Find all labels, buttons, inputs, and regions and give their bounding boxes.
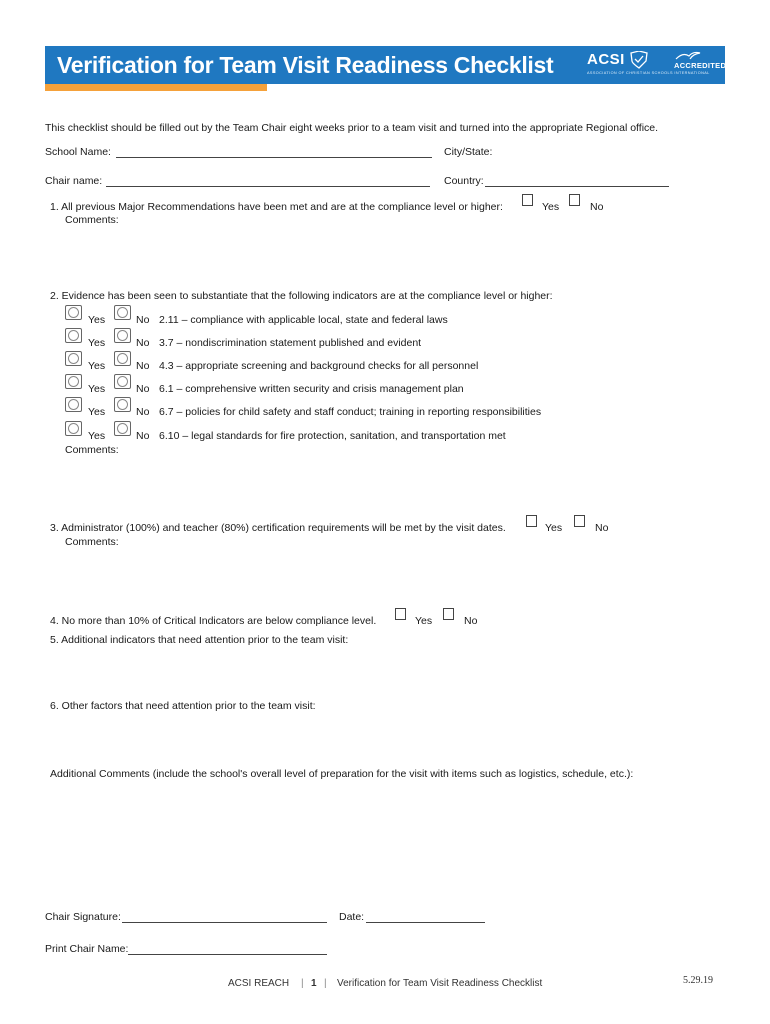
q2-indicator-6-no-label: No	[136, 430, 150, 442]
date-label: Date:	[339, 911, 365, 923]
intro-text: This checklist should be filled out by the Team Chair eight weeks prior to a team visit and turned into the appropriate Regional office.	[45, 122, 659, 134]
q3-no-label: No	[595, 522, 609, 534]
q2-comments-label: Comments:	[65, 444, 119, 456]
chair-signature-field[interactable]	[122, 922, 327, 923]
print-chair-name-field[interactable]	[128, 954, 327, 955]
q2-indicator-3-yes-label: Yes	[88, 360, 106, 372]
q1-yes-checkbox[interactable]	[522, 194, 533, 206]
chair-name-field[interactable]	[106, 186, 430, 187]
city-state-label: City/State:	[444, 146, 493, 158]
q2-indicator-4-no-checkbox[interactable]	[114, 374, 131, 389]
q2-indicator-3-no-checkbox[interactable]	[114, 351, 131, 366]
date-field[interactable]	[366, 922, 485, 923]
q2-indicator-1: 2.11 – compliance with applicable local, state and federal laws	[159, 314, 448, 326]
footer-divider-2: |	[324, 978, 327, 989]
page-title: Verification for Team Visit Readiness Checklist	[57, 52, 554, 78]
q2-indicator-6-yes-label: Yes	[88, 430, 106, 442]
q4-yes-checkbox[interactable]	[395, 608, 406, 620]
q3-yes-label: Yes	[545, 522, 563, 534]
header-banner	[45, 46, 725, 84]
q2-indicator-5-no-label: No	[136, 406, 150, 418]
question-1: 1. All previous Major Recommendations have been met and are at the compliance level or higher:	[50, 201, 503, 213]
q1-no-checkbox[interactable]	[569, 194, 580, 206]
chair-name-label: Chair name:	[45, 175, 103, 187]
shield-icon	[629, 51, 649, 69]
q2-indicator-2-no-label: No	[136, 337, 150, 349]
print-chair-name-label: Print Chair Name:	[45, 943, 129, 955]
q2-indicator-1-yes-label: Yes	[88, 314, 106, 326]
additional-comments-label: Additional Comments (include the school's overall level of preparation for the visit with items such as logistics, schedule, etc.):	[50, 768, 634, 780]
q2-indicator-2: 3.7 – nondiscrimination statement published and evident	[159, 337, 422, 349]
bird-icon	[675, 51, 701, 61]
question-5: 5. Additional indicators that need attention prior to the team visit:	[50, 634, 349, 646]
q2-indicator-5-yes-checkbox[interactable]	[65, 397, 82, 412]
question-4: 4. No more than 10% of Critical Indicators are below compliance level.	[50, 615, 377, 627]
q2-indicator-6-no-checkbox[interactable]	[114, 421, 131, 436]
acsi-logo	[587, 51, 727, 79]
footer-divider-1: |	[301, 978, 304, 989]
footer-version: 5.29.19	[683, 975, 713, 986]
footer-right: Verification for Team Visit Readiness Checklist	[337, 978, 543, 989]
accredited-badge: ACCREDITED	[674, 61, 727, 70]
logo-text: ACSI	[587, 51, 625, 68]
footer-left: ACSI REACH	[228, 978, 290, 989]
country-label: Country:	[444, 175, 484, 187]
q2-indicator-3-no-label: No	[136, 360, 150, 372]
q2-indicator-5: 6.7 – policies for child safety and staff conduct; training in reporting responsibilities	[159, 406, 542, 418]
q2-indicator-6-yes-checkbox[interactable]	[65, 421, 82, 436]
q3-yes-checkbox[interactable]	[526, 515, 537, 527]
q1-comments-label: Comments:	[65, 214, 119, 226]
q2-indicator-5-no-checkbox[interactable]	[114, 397, 131, 412]
q3-comments-label: Comments:	[65, 536, 119, 548]
q2-indicator-6: 6.10 – legal standards for fire protection, sanitation, and transportation met	[159, 430, 506, 442]
q2-indicator-4-yes-label: Yes	[88, 383, 106, 395]
q4-no-label: No	[464, 615, 478, 627]
q2-indicator-5-yes-label: Yes	[88, 406, 106, 418]
school-name-label: School Name:	[45, 146, 111, 158]
q2-indicator-2-yes-label: Yes	[88, 337, 106, 349]
logo-tagline: ASSOCIATION OF CHRISTIAN SCHOOLS INTERNATIONAL	[587, 71, 710, 75]
q4-no-checkbox[interactable]	[443, 608, 454, 620]
q1-no-label: No	[590, 201, 604, 213]
country-field[interactable]	[485, 186, 669, 187]
question-3: 3. Administrator (100%) and teacher (80%) certification requirements will be met by the visit dates.	[50, 522, 506, 534]
q2-indicator-3: 4.3 – appropriate screening and background checks for all personnel	[159, 360, 479, 372]
footer-page-number: 1	[311, 978, 317, 989]
q2-indicator-1-yes-checkbox[interactable]	[65, 305, 82, 320]
q2-indicator-4-yes-checkbox[interactable]	[65, 374, 82, 389]
school-name-field[interactable]	[116, 157, 432, 158]
q2-indicator-3-yes-checkbox[interactable]	[65, 351, 82, 366]
accent-bar	[45, 84, 267, 91]
q3-no-checkbox[interactable]	[574, 515, 585, 527]
q2-indicator-2-yes-checkbox[interactable]	[65, 328, 82, 343]
chair-signature-label: Chair Signature:	[45, 911, 121, 923]
q1-yes-label: Yes	[542, 201, 560, 213]
q2-indicator-1-no-checkbox[interactable]	[114, 305, 131, 320]
q4-yes-label: Yes	[415, 615, 433, 627]
q2-indicator-2-no-checkbox[interactable]	[114, 328, 131, 343]
q2-indicator-4: 6.1 – comprehensive written security and crisis management plan	[159, 383, 464, 395]
question-2: 2. Evidence has been seen to substantiate that the following indicators are at the compliance level or higher:	[50, 290, 553, 302]
question-6: 6. Other factors that need attention prior to the team visit:	[50, 700, 316, 712]
q2-indicator-4-no-label: No	[136, 383, 150, 395]
q2-indicator-1-no-label: No	[136, 314, 150, 326]
